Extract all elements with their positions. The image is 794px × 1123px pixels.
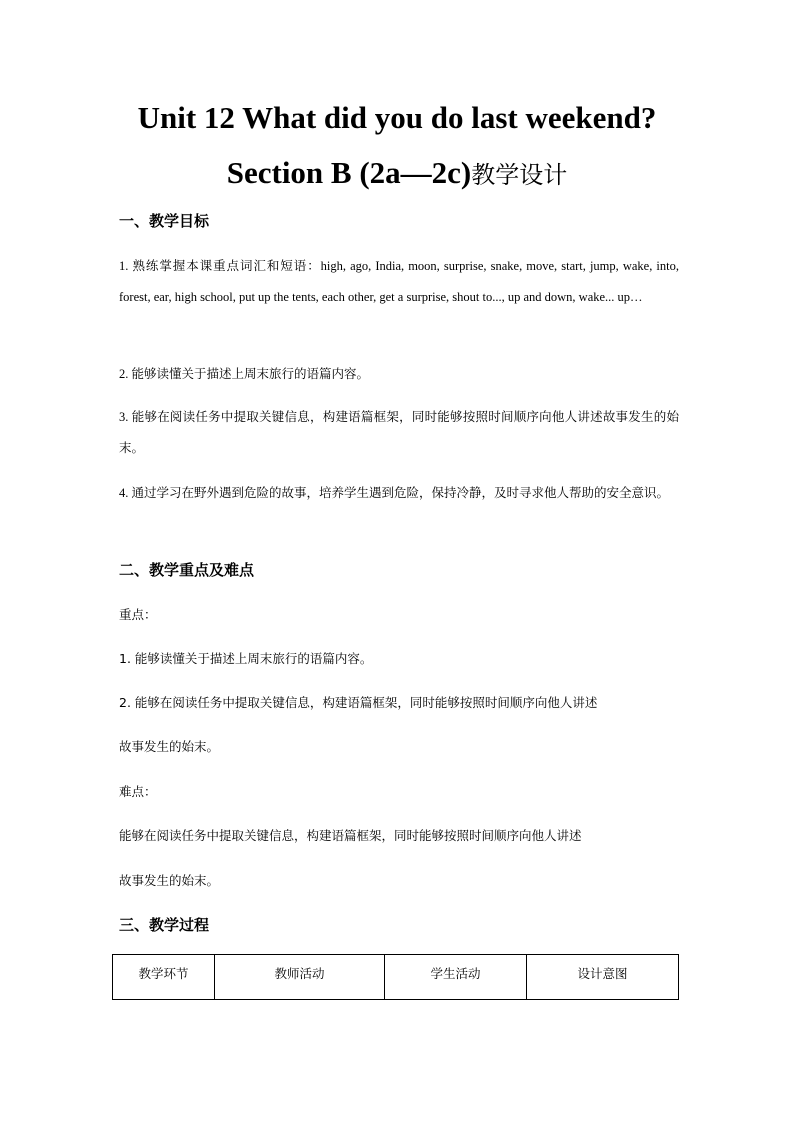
key-point-item-2-continued: 故事发生的始末。: [119, 739, 220, 754]
table-header-stage: 教学环节: [113, 955, 215, 1000]
table-header-student-activity: 学生活动: [385, 955, 527, 1000]
table-header-design-intent: 设计意图: [527, 955, 679, 1000]
objective-item-1: 1. 熟练掌握本课重点词汇和短语：high, ago, India, moon, surprise, snake, move, start, jump, wake, into, forest, ear, high school, put up the tents, each other, get a surprise, shout to..., up and down, wake... up…: [119, 259, 679, 304]
document-title: Unit 12 What did you do last weekend?: [137, 100, 657, 135]
key-point-item-1: 1. 能够读懂关于描述上周末旅行的语篇内容。: [119, 651, 373, 666]
table-header-row: [113, 955, 679, 1000]
key-points-label: 重点：: [119, 607, 157, 622]
difficult-point-item: 能够在阅读任务中提取关键信息，构建语篇框架，同时能够按照时间顺序向他人讲述: [119, 828, 582, 843]
subtitle-chinese: 教学设计: [471, 161, 568, 189]
section-heading-process: 三、教学过程: [119, 916, 210, 934]
difficult-point-item-continued: 故事发生的始末。: [119, 873, 220, 888]
section-heading-key-points: 二、教学重点及难点: [119, 561, 255, 579]
objective-item-4: 4. 通过学习在野外遇到危险的故事，培养学生遇到危险，保持冷静，及时寻求他人帮助的安全意识。: [119, 486, 670, 500]
objective-item-3: 3. 能够在阅读任务中提取关键信息，构建语篇框架，同时能够按照时间顺序向他人讲述故事发生的始末。: [119, 410, 679, 455]
section-heading-objectives: 一、教学目标: [119, 212, 210, 230]
key-point-item-2: 2. 能够在阅读任务中提取关键信息，构建语篇框架，同时能够按照时间顺序向他人讲述: [119, 695, 598, 710]
teaching-process-table: [112, 954, 679, 1000]
difficult-points-label: 难点：: [119, 784, 157, 799]
subtitle-english: Section B (2a—2c): [226, 155, 472, 190]
objective-item-2: 2. 能够读懂关于描述上周末旅行的语篇内容。: [119, 367, 370, 381]
document-subtitle: [0, 155, 794, 193]
table-header-teacher-activity: 教师活动: [215, 955, 385, 1000]
